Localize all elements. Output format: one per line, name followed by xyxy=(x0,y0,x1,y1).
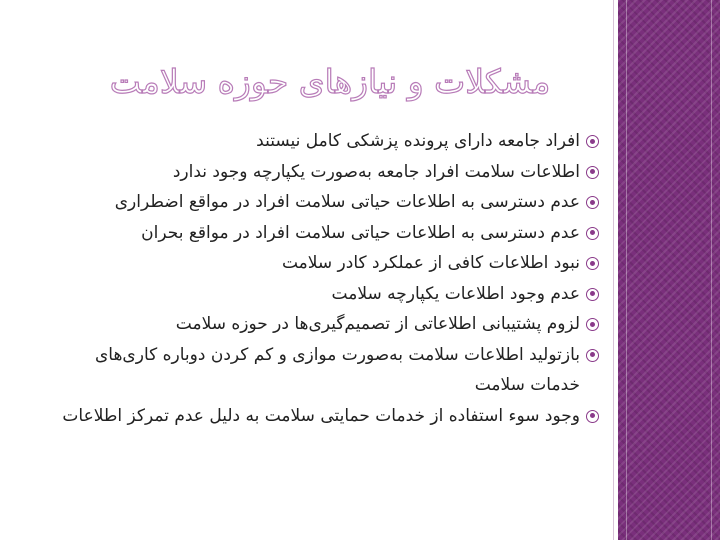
bullet-item xyxy=(40,279,600,310)
bullet-item xyxy=(40,248,600,279)
bullet-text: عدم دسترسی به اطلاعات حیاتی سلامت افراد در مواقع اضطراری xyxy=(114,192,580,212)
bullet-item xyxy=(40,340,600,401)
bullet-icon xyxy=(586,227,599,240)
bullet-list xyxy=(40,126,600,431)
bullet-item xyxy=(40,187,600,218)
bullet-text: لزوم پشتیبانی اطلاعاتی از تصمیم‌گیری‌ها در حوزه سلامت xyxy=(175,314,580,334)
bullet-icon xyxy=(586,257,599,270)
bullet-item xyxy=(40,218,600,249)
bullet-text: عدم دسترسی به اطلاعات حیاتی سلامت افراد در مواقع بحران xyxy=(141,222,580,243)
bullet-icon xyxy=(586,288,599,301)
bullet-item xyxy=(40,309,600,340)
bullet-text: نبود اطلاعات کافی از عملکرد کادر سلامت xyxy=(281,253,580,273)
bullet-text: عدم وجود اطلاعات یکپارچه سلامت xyxy=(331,283,580,304)
bullet-icon xyxy=(586,196,599,209)
bullet-text: افراد جامعه دارای پرونده پزشکی کامل نیستند xyxy=(256,131,580,151)
bullet-text: وجود سوء استفاده از خدمات حمایتی سلامت به دلیل عدم تمرکز اطلاعات xyxy=(62,405,580,426)
bullet-item xyxy=(40,157,600,188)
bullet-icon xyxy=(586,318,599,331)
slide-title: مشکلات و نیازهای حوزه سلامت xyxy=(109,62,551,101)
bullet-text: بازتولید اطلاعات سلامت به‌صورت موازی و کم کردن دوباره کاری‌های خدمات سلامت xyxy=(94,344,580,395)
bullet-icon xyxy=(586,349,599,362)
bullet-icon xyxy=(586,166,599,179)
bullet-item xyxy=(40,126,600,157)
decorative-stripe-border xyxy=(626,0,712,540)
bullet-item xyxy=(40,401,600,432)
decorative-side-stripe xyxy=(614,0,720,540)
bullet-text: اطلاعات سلامت افراد جامعه به‌صورت یکپارچه وجود ندارد xyxy=(172,161,580,182)
bullet-icon xyxy=(586,135,599,148)
bullet-icon xyxy=(586,410,599,423)
